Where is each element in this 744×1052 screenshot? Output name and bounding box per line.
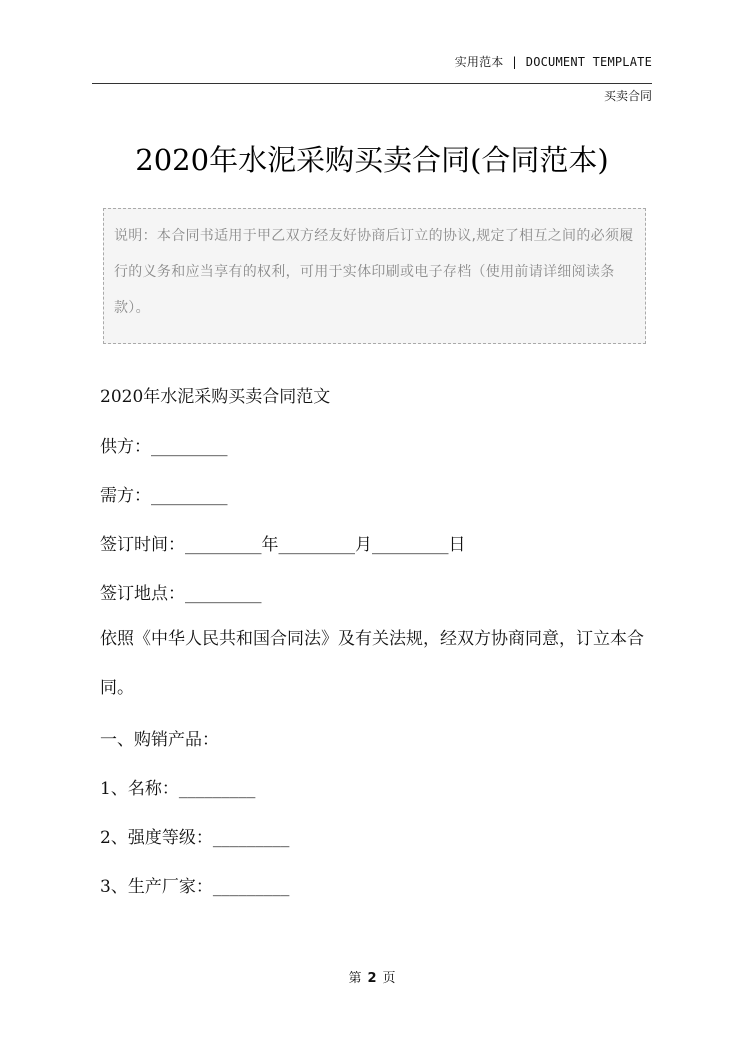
sign-place-field: 签订地点：_________: [100, 584, 262, 604]
footer-suffix: 页: [382, 971, 396, 986]
body-heading: 2020年水泥采购买卖合同范文: [100, 387, 331, 407]
item-grade-field: 2、强度等级：_________: [100, 828, 290, 848]
footer-prefix: 第: [348, 971, 362, 986]
header-category: 买卖合同: [603, 89, 652, 103]
document-title: 2020年水泥采购买卖合同(合同范本): [135, 143, 609, 177]
header-brand: 实用范本 | DOCUMENT TEMPLATE: [454, 55, 652, 69]
header-divider: [92, 83, 652, 84]
item-name-field: 1、名称：_________: [100, 779, 256, 799]
sign-date-field: 签订时间：_________年_________月_________日: [100, 535, 466, 555]
page-footer: [0, 967, 744, 986]
item-manufacturer-field: 3、生产厂家：_________: [100, 877, 290, 897]
note-text: 说明：本合同书适用于甲乙双方经友好协商后订立的协议,规定了相互之间的必须履行的义务和应当享有的权利，可用于实体印刷或电子存档（使用前请详细阅读条款）。: [114, 228, 634, 316]
page-number: 2: [367, 971, 377, 986]
section-products-heading: 一、购销产品：: [100, 730, 219, 750]
note-box: [103, 208, 646, 344]
buyer-field: 需方：_________: [100, 486, 228, 506]
contract-basis-paragraph: 依照《中华人民共和国合同法》及有关法规，经双方协商同意，订立本合同。: [100, 629, 644, 698]
supplier-field: 供方：_________: [100, 437, 228, 457]
